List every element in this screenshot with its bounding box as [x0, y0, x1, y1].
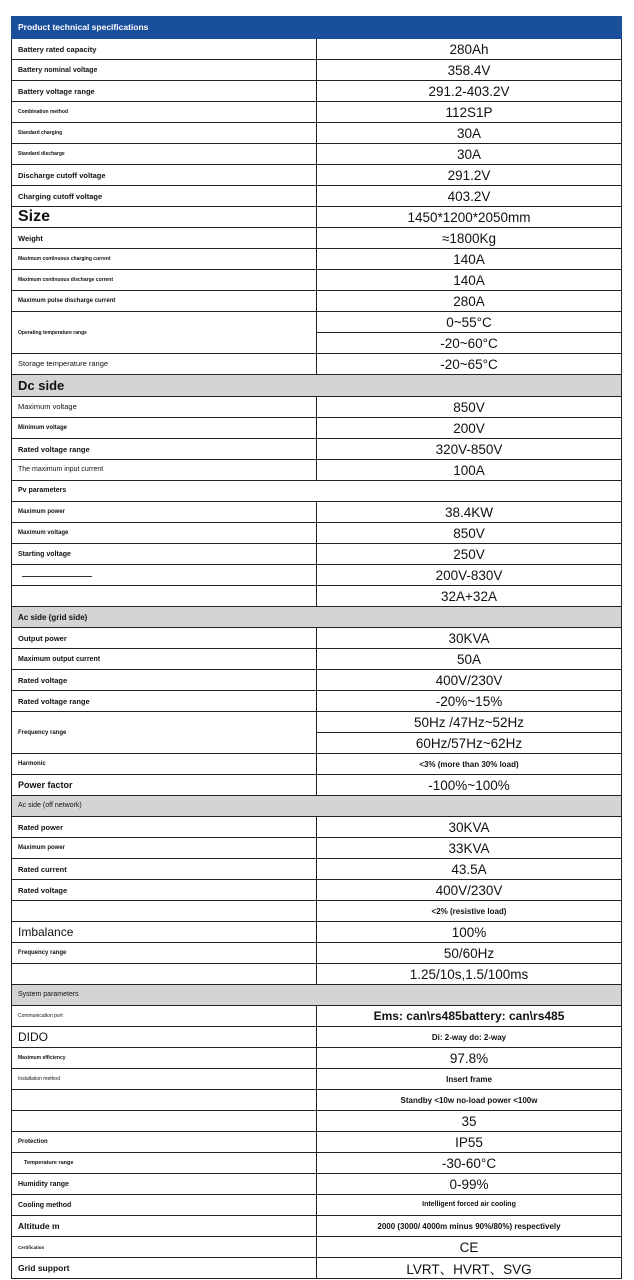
table-row	[12, 502, 622, 523]
row-value: 30A	[317, 144, 622, 165]
row-label: Frequency range	[12, 943, 317, 964]
row-label: Rated voltage range	[12, 691, 317, 712]
table-row	[12, 418, 622, 439]
row-label	[12, 1111, 317, 1132]
row-label: Rated current	[12, 859, 317, 880]
table-row	[12, 1195, 622, 1216]
row-value: -20~65°C	[317, 354, 622, 375]
row-label: Charging cutoff voltage	[12, 186, 317, 207]
row-value: 112S1P	[317, 102, 622, 123]
section-header	[12, 481, 622, 502]
table-row	[12, 207, 622, 228]
row-label: Weight	[12, 228, 317, 249]
row-label	[12, 901, 317, 922]
row-value: 850V	[317, 397, 622, 418]
row-value: 291.2-403.2V	[317, 81, 622, 102]
row-label	[12, 586, 317, 607]
row-value: 60Hz/57Hz~62Hz	[317, 733, 622, 754]
section-header	[12, 375, 622, 397]
section-title: System parameters	[12, 985, 622, 1006]
table-row	[12, 523, 622, 544]
row-value: 50Hz /47Hz~52Hz	[317, 712, 622, 733]
row-label: Standard discharge	[12, 144, 317, 165]
row-label: Cooling method	[12, 1195, 317, 1216]
row-value: 100%	[317, 922, 622, 943]
row-label: Rated power	[12, 817, 317, 838]
row-value: -20%~15%	[317, 691, 622, 712]
row-value: 140A	[317, 249, 622, 270]
row-value: -20~60°C	[317, 333, 622, 354]
row-label: Maximum output current	[12, 649, 317, 670]
row-label: DIDO	[12, 1027, 317, 1048]
row-label: Altitude m	[12, 1216, 317, 1237]
row-label: Combination method	[12, 102, 317, 123]
row-value: 50A	[317, 649, 622, 670]
table-row	[12, 628, 622, 649]
row-label: Imbalance	[12, 922, 317, 943]
section-header	[12, 796, 622, 817]
section-title: Dc side	[12, 375, 622, 397]
table-row	[12, 1111, 622, 1132]
table-row	[12, 649, 622, 670]
row-label: Maximum continuous discharge current	[12, 270, 317, 291]
table-row	[12, 754, 622, 775]
table-row	[12, 922, 622, 943]
row-label: Rated voltage range	[12, 439, 317, 460]
row-label: Storage temperature range	[12, 354, 317, 375]
row-label: Certification	[12, 1237, 317, 1258]
row-value: 850V	[317, 523, 622, 544]
row-value: 200V-830V	[317, 565, 622, 586]
table-row	[12, 1216, 622, 1237]
table-row	[12, 81, 622, 102]
row-label: Maximum power	[12, 502, 317, 523]
table-row	[12, 123, 622, 144]
row-label: Minimum voltage	[12, 418, 317, 439]
table-row	[12, 228, 622, 249]
row-label: Battery voltage range	[12, 81, 317, 102]
table-row	[12, 102, 622, 123]
row-label: Maximum efficiency	[12, 1048, 317, 1069]
row-label: Protection	[12, 1132, 317, 1153]
row-label: Maximum voltage	[12, 397, 317, 418]
row-label: Rated voltage	[12, 880, 317, 901]
row-value: LVRT、HVRT、SVG	[317, 1258, 622, 1279]
table-row	[12, 60, 622, 81]
row-value: 200V	[317, 418, 622, 439]
row-value: 320V-850V	[317, 439, 622, 460]
row-label: Battery rated capacity	[12, 39, 317, 60]
row-value: IP55	[317, 1132, 622, 1153]
table-row	[12, 880, 622, 901]
row-value: -100%~100%	[317, 775, 622, 796]
table-row	[12, 943, 622, 964]
table-row	[12, 165, 622, 186]
section-title: Ac side (grid side)	[12, 607, 622, 628]
section-title: Ac side (off network)	[12, 796, 622, 817]
row-label	[12, 565, 317, 586]
row-value: CE	[317, 1237, 622, 1258]
row-label: Maximum pulse discharge current	[12, 291, 317, 312]
table-row	[12, 291, 622, 312]
row-label	[12, 1090, 317, 1111]
table-row	[12, 1174, 622, 1195]
row-label: Battery nominal voltage	[12, 60, 317, 81]
table-row	[12, 817, 622, 838]
table-row	[12, 460, 622, 481]
row-label: Operating temperature range	[12, 312, 317, 354]
spec-sheet	[11, 16, 622, 1279]
table-row	[12, 1027, 622, 1048]
row-value: ≈1800Kg	[317, 228, 622, 249]
row-value: 30KVA	[317, 817, 622, 838]
row-value: <2% (resistive load)	[317, 901, 622, 922]
row-value: -30-60°C	[317, 1153, 622, 1174]
row-value: 100A	[317, 460, 622, 481]
table-row	[12, 439, 622, 460]
row-label: Rated voltage	[12, 670, 317, 691]
row-value: 400V/230V	[317, 670, 622, 691]
row-label: Maximum voltage	[12, 523, 317, 544]
row-label: Output power	[12, 628, 317, 649]
table-row	[12, 859, 622, 880]
table-row	[12, 1090, 622, 1111]
title-row	[12, 17, 622, 39]
row-value: 97.8%	[317, 1048, 622, 1069]
blank-line	[22, 575, 92, 577]
row-label: Size	[12, 207, 317, 228]
row-label: Humidity range	[12, 1174, 317, 1195]
row-label: Temperature range	[12, 1153, 317, 1174]
row-label	[12, 964, 317, 985]
row-value: 30KVA	[317, 628, 622, 649]
row-value: 32A+32A	[317, 586, 622, 607]
row-label: Power factor	[12, 775, 317, 796]
table-title: Product technical specifications	[12, 17, 622, 39]
table-row	[12, 1069, 622, 1090]
table-row	[12, 1006, 622, 1027]
row-label: Communication port	[12, 1006, 317, 1027]
spec-table	[11, 16, 622, 1279]
row-label: Maximum continuous charging current	[12, 249, 317, 270]
row-value: 1450*1200*2050mm	[317, 207, 622, 228]
table-row	[12, 397, 622, 418]
section-header	[12, 985, 622, 1006]
row-label: Starting voltage	[12, 544, 317, 565]
row-value: 35	[317, 1111, 622, 1132]
row-value: 43.5A	[317, 859, 622, 880]
row-label: Harmonic	[12, 754, 317, 775]
row-value: 280Ah	[317, 39, 622, 60]
row-value: 403.2V	[317, 186, 622, 207]
row-value: Insert frame	[317, 1069, 622, 1090]
table-row	[12, 312, 622, 333]
row-label: Discharge cutoff voltage	[12, 165, 317, 186]
row-label: Frequency range	[12, 712, 317, 754]
row-value: 2000 (3000/ 4000m minus 90%/80%) respectively	[317, 1216, 622, 1237]
table-row	[12, 565, 622, 586]
row-value: <3% (more than 30% load)	[317, 754, 622, 775]
table-row	[12, 838, 622, 859]
row-value: 140A	[317, 270, 622, 291]
table-row	[12, 1048, 622, 1069]
row-value: 0~55°C	[317, 312, 622, 333]
row-value: Di: 2-way do: 2-way	[317, 1027, 622, 1048]
table-row	[12, 712, 622, 733]
table-row	[12, 691, 622, 712]
table-row	[12, 270, 622, 291]
table-row	[12, 186, 622, 207]
table-row	[12, 354, 622, 375]
table-row	[12, 775, 622, 796]
row-label: Grid support	[12, 1258, 317, 1279]
table-row	[12, 901, 622, 922]
row-value: 30A	[317, 123, 622, 144]
row-value: Ems: can\rs485battery: can\rs485	[317, 1006, 622, 1027]
row-label: Maximum power	[12, 838, 317, 859]
table-row	[12, 144, 622, 165]
table-row	[12, 1153, 622, 1174]
row-value: 50/60Hz	[317, 943, 622, 964]
row-value: 0-99%	[317, 1174, 622, 1195]
row-value: 38.4KW	[317, 502, 622, 523]
row-value: 358.4V	[317, 60, 622, 81]
table-row	[12, 964, 622, 985]
row-value: 280A	[317, 291, 622, 312]
table-row	[12, 1258, 622, 1279]
table-row	[12, 670, 622, 691]
table-row	[12, 586, 622, 607]
row-value: 1.25/10s,1.5/100ms	[317, 964, 622, 985]
table-row	[12, 1237, 622, 1258]
row-value: 33KVA	[317, 838, 622, 859]
table-row	[12, 1132, 622, 1153]
table-row	[12, 39, 622, 60]
table-row	[12, 249, 622, 270]
row-label: Standard charging	[12, 123, 317, 144]
row-value: 250V	[317, 544, 622, 565]
row-value: Standby <10w no-load power <100w	[317, 1090, 622, 1111]
row-label: The maximum input current	[12, 460, 317, 481]
row-label: Installation method	[12, 1069, 317, 1090]
row-value: 291.2V	[317, 165, 622, 186]
table-row	[12, 544, 622, 565]
section-title: Pv parameters	[12, 481, 622, 502]
row-value: 400V/230V	[317, 880, 622, 901]
section-header	[12, 607, 622, 628]
row-value: Intelligent forced air cooling	[317, 1195, 622, 1216]
